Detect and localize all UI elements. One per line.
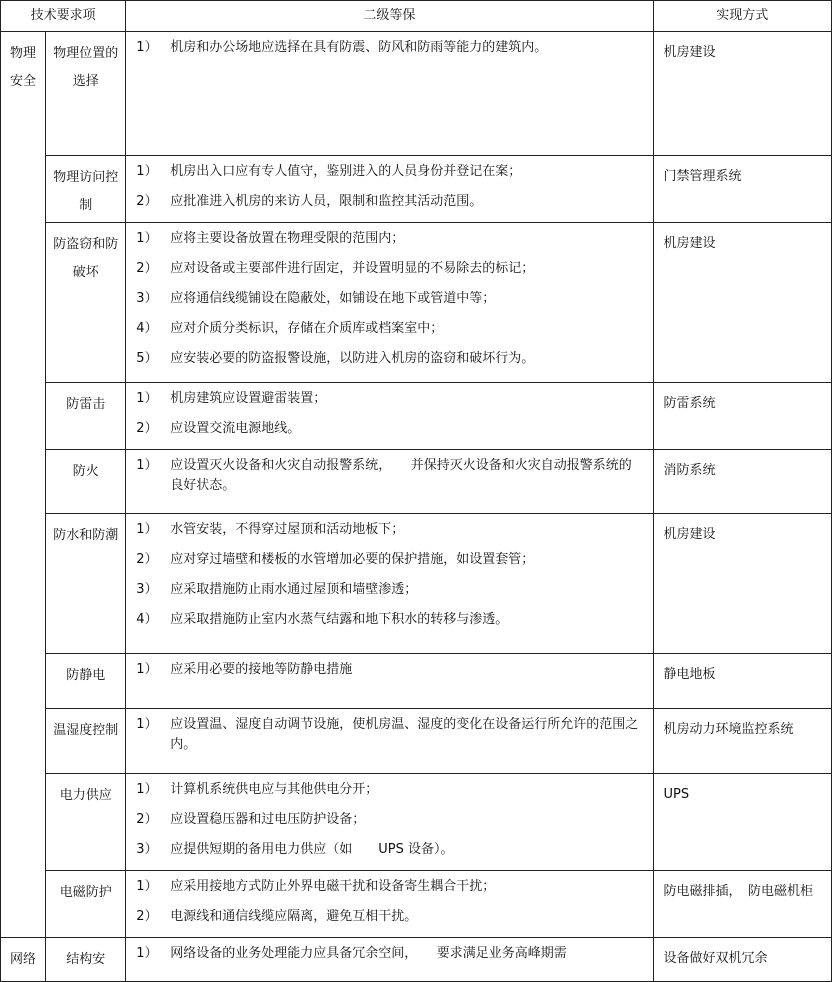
item-number: 1） xyxy=(136,40,158,55)
subcategory-cell: 防水和防潮 xyxy=(46,514,126,654)
table-row xyxy=(1,654,832,709)
item-number: 3） xyxy=(136,291,158,306)
item-number: 2） xyxy=(136,552,158,567)
item-text: 网络设备的业务处理能力应具备冗余空间， 要求满足业务高峰期需 xyxy=(170,946,567,961)
item-number: 5） xyxy=(136,351,158,366)
requirement-item xyxy=(136,660,642,680)
item-text: 应将主要设备放置在物理受限的范围内； xyxy=(170,231,405,246)
item-text: 应采用接地方式防止外界电磁干扰和设备寄生耦合干扰； xyxy=(170,879,496,894)
item-text: 应对设备或主要部件进行固定，并设置明显的不易除去的标记； xyxy=(170,261,535,276)
requirement-item xyxy=(136,319,642,339)
item-number: 1） xyxy=(136,391,158,406)
table-row xyxy=(1,223,832,383)
item-text: 应采取措施防止雨水通过屋顶和墙壁渗透； xyxy=(170,582,418,597)
table-row xyxy=(1,156,832,223)
table-row xyxy=(1,938,832,982)
requirement-cell xyxy=(126,223,653,383)
item-text: 应设置温、湿度自动调节设施，使机房温、湿度的变化在设备运行所允许的范围之内。 xyxy=(170,717,639,752)
requirement-item xyxy=(136,520,642,540)
implementation-cell: 静电地板 xyxy=(653,654,831,709)
implementation-cell: 设备做好双机冗余 xyxy=(653,938,831,982)
item-number: 2） xyxy=(136,909,158,924)
item-text: 应设置交流电源地线。 xyxy=(170,421,301,436)
requirement-item xyxy=(136,192,642,212)
item-text: 应提供短期的备用电力供应（如 UPS 设备）。 xyxy=(170,842,454,857)
item-text: 应安装必要的防盗报警设施，以防进入机房的盗窃和破坏行为。 xyxy=(170,351,535,366)
implementation-cell: 防电磁排插， 防电磁机柜 xyxy=(653,871,831,938)
subcategory-cell: 温湿度控制 xyxy=(46,709,126,774)
requirement-item xyxy=(136,780,642,800)
item-number: 1） xyxy=(136,782,158,797)
header-requirement: 技术要求项 xyxy=(1,1,126,32)
requirement-cell xyxy=(126,938,653,982)
item-number: 1） xyxy=(136,522,158,537)
table-row xyxy=(1,450,832,514)
item-number: 2） xyxy=(136,194,158,209)
requirement-item xyxy=(136,289,642,309)
requirement-item xyxy=(136,840,642,860)
implementation-cell: 消防系统 xyxy=(653,450,831,514)
requirement-cell xyxy=(126,514,653,654)
implementation-cell: UPS xyxy=(653,774,831,871)
item-number: 1） xyxy=(136,946,158,961)
item-number: 1） xyxy=(136,164,158,179)
subcategory-cell: 防雷击 xyxy=(46,383,126,450)
item-number: 3） xyxy=(136,842,158,857)
implementation-cell: 机房建设 xyxy=(653,223,831,383)
item-number: 2） xyxy=(136,812,158,827)
subcategory-cell: 物理访问控制 xyxy=(46,156,126,223)
implementation-cell: 机房动力环境监控系统 xyxy=(653,709,831,774)
requirement-cell xyxy=(126,156,653,223)
requirement-item xyxy=(136,907,642,927)
item-number: 1） xyxy=(136,879,158,894)
item-number: 2） xyxy=(136,421,158,436)
requirement-cell xyxy=(126,383,653,450)
requirement-item xyxy=(136,38,642,58)
item-number: 1） xyxy=(136,717,158,732)
item-text: 应采取措施防止室内水蒸气结露和地下积水的转移与渗透。 xyxy=(170,612,509,627)
table-row xyxy=(1,514,832,654)
item-text: 机房出入口应有专人值守，鉴别进入的人员身份并登记在案； xyxy=(170,164,522,179)
requirement-cell xyxy=(126,709,653,774)
requirement-item xyxy=(136,610,642,630)
requirement-cell xyxy=(126,32,653,156)
subcategory-cell: 结构安 xyxy=(46,938,126,982)
subcategory-cell: 防盗窃和防破坏 xyxy=(46,223,126,383)
header-level2: 二级等保 xyxy=(126,1,653,32)
subcategory-cell: 防静电 xyxy=(46,654,126,709)
subcategory-cell: 电力供应 xyxy=(46,774,126,871)
header-implementation: 实现方式 xyxy=(653,1,831,32)
item-number: 4） xyxy=(136,321,158,336)
item-text: 机房和办公场地应选择在具有防震、防风和防雨等能力的建筑内。 xyxy=(170,40,548,55)
subcategory-cell: 防火 xyxy=(46,450,126,514)
subcategory-cell: 电磁防护 xyxy=(46,871,126,938)
table-row xyxy=(1,383,832,450)
requirement-item xyxy=(136,877,642,897)
header-row xyxy=(1,1,832,32)
table-row xyxy=(1,32,832,156)
subcategory-cell: 物理位置的选择 xyxy=(46,32,126,156)
item-text: 应对穿过墙壁和楼板的水管增加必要的保护措施，如设置套管； xyxy=(170,552,535,567)
implementation-cell: 机房建设 xyxy=(653,32,831,156)
requirement-cell xyxy=(126,654,653,709)
requirement-item xyxy=(136,229,642,249)
item-text: 应采用必要的接地等防静电措施 xyxy=(170,662,353,677)
item-text: 应批准进入机房的来访人员，限制和监控其活动范围。 xyxy=(170,194,483,209)
item-number: 3） xyxy=(136,582,158,597)
item-number: 1） xyxy=(136,231,158,246)
implementation-cell: 防雷系统 xyxy=(653,383,831,450)
implementation-cell: 门禁管理系统 xyxy=(653,156,831,223)
item-number: 1） xyxy=(136,662,158,677)
category-cell: 网络 xyxy=(1,938,46,982)
item-text: 应对介质分类标识，存储在介质库或档案室中； xyxy=(170,321,444,336)
table-row xyxy=(1,871,832,938)
requirement-item xyxy=(136,550,642,570)
item-text: 应设置灭火设备和火灾自动报警系统， 并保持灭火设备和火灾自动报警系统的良好状态。 xyxy=(170,458,632,493)
implementation-cell: 机房建设 xyxy=(653,514,831,654)
requirement-item xyxy=(136,389,642,409)
table-row xyxy=(1,709,832,774)
item-text: 计算机系统供电应与其他供电分开； xyxy=(170,782,379,797)
requirement-cell xyxy=(126,774,653,871)
item-number: 1） xyxy=(136,458,158,473)
item-text: 电源线和通信线缆应隔离，避免互相干扰。 xyxy=(170,909,418,924)
requirement-item xyxy=(136,162,642,182)
item-text: 应设置稳压器和过电压防护设备； xyxy=(170,812,366,827)
requirement-item xyxy=(136,349,642,369)
category-cell: 物理安全 xyxy=(1,32,46,938)
requirement-item xyxy=(136,419,642,439)
item-text: 水管安装，不得穿过屋顶和活动地板下； xyxy=(170,522,405,537)
table-row xyxy=(1,774,832,871)
requirement-item xyxy=(136,259,642,279)
requirement-item xyxy=(136,810,642,830)
requirement-cell xyxy=(126,450,653,514)
item-text: 机房建筑应设置避雷装置； xyxy=(170,391,327,406)
requirement-item xyxy=(136,944,642,964)
item-number: 4） xyxy=(136,612,158,627)
requirement-item xyxy=(136,715,642,755)
item-number: 2） xyxy=(136,261,158,276)
item-text: 应将通信线缆铺设在隐蔽处，如铺设在地下或管道中等； xyxy=(170,291,496,306)
requirement-cell xyxy=(126,871,653,938)
requirement-item xyxy=(136,580,642,600)
requirement-item xyxy=(136,456,642,496)
